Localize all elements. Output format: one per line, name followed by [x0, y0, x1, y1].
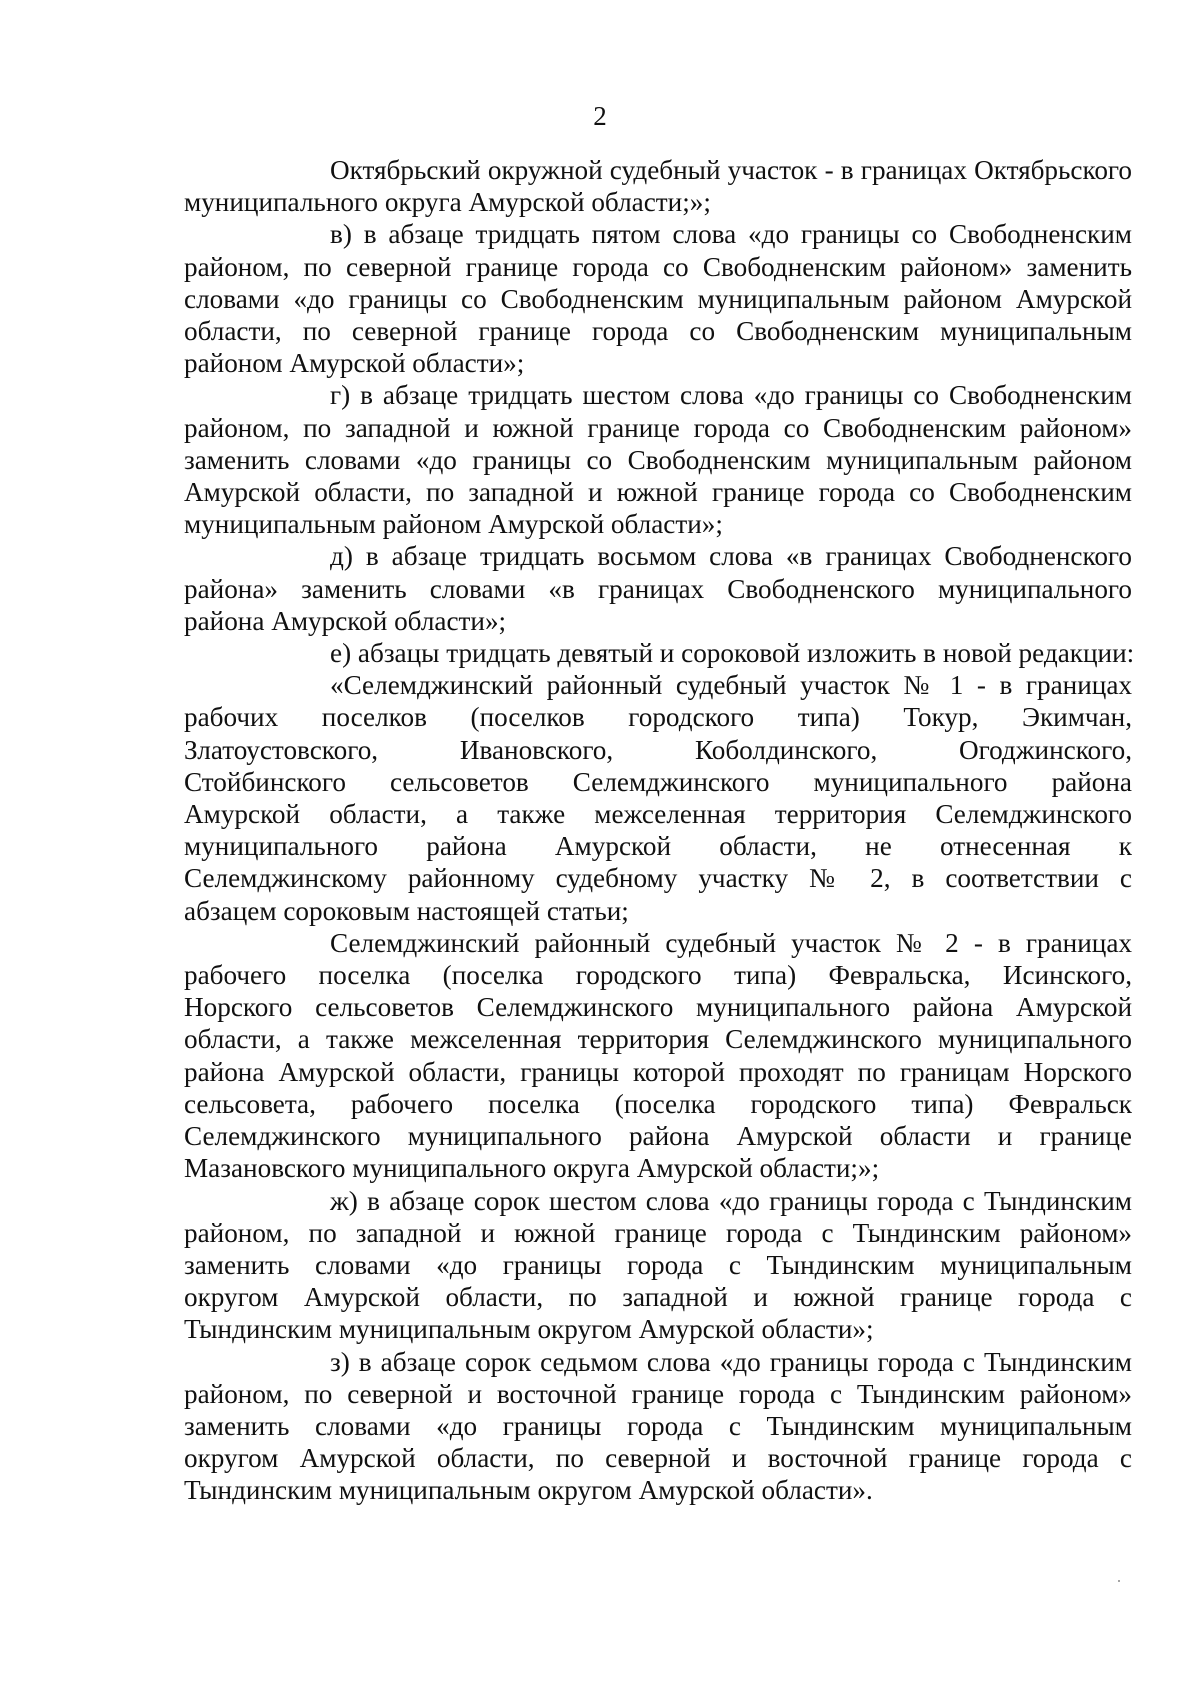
text-line: районом, по северной границе города со Свободненским районом» заменить	[184, 251, 1132, 282]
text-line: области, а также межселенная территория Селемджинского муниципального	[184, 1024, 1132, 1055]
paragraph-p7	[184, 927, 1132, 1185]
text-line: Селемджинский районный судебный участок № 2 - в границах	[330, 927, 1132, 958]
text-line: ж) в абзаце сорок шестом слова «до границы города с Тындинским	[330, 1185, 1132, 1216]
text-line: муниципального округа Амурской области;»;	[184, 187, 711, 218]
paragraph-p1	[184, 154, 1132, 218]
text-line: Тындинским муниципальным округом Амурской области»;	[184, 1314, 874, 1345]
text-line: Норского сельсоветов Селемджинского муниципального района Амурской	[184, 992, 1132, 1023]
text-line: района Амурской области, границы которой проходят по границам Норского	[184, 1056, 1132, 1087]
text-line: Златоустовского, Ивановского, Коболдинского, Огоджинского,	[184, 734, 1132, 765]
paragraph-p8	[184, 1185, 1132, 1346]
text-line: районом, по западной и южной границе города с Тындинским районом»	[184, 1217, 1132, 1248]
text-line: рабочего поселка (поселка городского типа) Февральска, Исинского,	[184, 960, 1132, 991]
text-line: Амурской области, по западной и южной границе города со Свободненским	[184, 477, 1132, 508]
text-line: Тындинским муниципальным округом Амурской области».	[184, 1475, 873, 1506]
text-line: з) в абзаце сорок седьмом слова «до границы города с Тындинским	[330, 1346, 1132, 1377]
document-body	[184, 154, 1135, 1507]
text-line: заменить словами «до границы города с Тындинским муниципальным	[184, 1249, 1132, 1280]
text-line: районом, по западной и южной границе города со Свободненским районом»	[184, 412, 1132, 443]
text-line: Селемджинскому районному судебному участку № 2, в соответствии с	[184, 863, 1132, 894]
paragraph-p9	[184, 1346, 1132, 1507]
text-line: районом Амурской области»;	[184, 348, 525, 379]
paragraph-p6	[184, 669, 1132, 927]
paragraph-p3	[184, 379, 1132, 540]
text-line: «Селемджинский районный судебный участок № 1 - в границах	[330, 670, 1132, 701]
text-line: г) в абзаце тридцать шестом слова «до границы со Свободненским	[330, 380, 1132, 411]
text-line: словами «до границы со Свободненским муниципальным районом Амурской	[184, 283, 1132, 314]
text-line: заменить словами «до границы города с Тындинским муниципальным	[184, 1410, 1132, 1441]
paragraph-p4	[184, 540, 1132, 637]
text-line: рабочих поселков (поселков городского типа) Токур, Экимчан,	[184, 702, 1132, 733]
text-line: в) в абзаце тридцать пятом слова «до границы со Свободненским	[330, 219, 1132, 250]
text-line: абзацем сороковым настоящей статьи;	[184, 895, 629, 926]
text-line: Стойбинского сельсоветов Селемджинского муниципального района	[184, 766, 1132, 797]
text-line: Октябрьский окружной судебный участок - в границах Октябрьского	[330, 155, 1132, 185]
text-line: Селемджинского муниципального района Амурской области и границе	[184, 1121, 1132, 1152]
text-line: заменить словами «до границы со Свободненским муниципальным районом	[184, 444, 1132, 475]
text-line: области, по северной границе города со Свободненским муниципальным	[184, 316, 1132, 347]
text-line: районом, по северной и восточной границе города с Тындинским районом»	[184, 1378, 1132, 1409]
text-line: округом Амурской области, по западной и южной границе города с	[184, 1282, 1132, 1313]
text-line: сельсовета, рабочего поселка (поселка городского типа) Февральск	[184, 1088, 1132, 1119]
text-line: муниципальным районом Амурской области»;	[184, 509, 723, 540]
text-line: округом Амурской области, по северной и восточной границе города с	[184, 1443, 1132, 1474]
text-line: е) абзацы тридцать девятый и сороковой изложить в новой редакции:	[330, 638, 1135, 669]
text-line: Мазановского муниципального округа Амурской области;»;	[184, 1153, 880, 1184]
paragraph-p5	[184, 637, 1135, 669]
text-line: муниципального района Амурской области, не отнесенная к	[184, 831, 1132, 862]
text-line: района Амурской области»;	[184, 605, 507, 636]
paragraph-p2	[184, 218, 1132, 379]
page-number: 2	[593, 101, 607, 131]
text-line: Амурской области, а также межселенная территория Селемджинского	[184, 799, 1132, 830]
text-line: района» заменить словами «в границах Свободненского муниципального	[184, 573, 1132, 604]
scan-speck	[1118, 1580, 1120, 1582]
text-line: д) в абзаце тридцать восьмом слова «в границах Свободненского	[330, 541, 1132, 572]
